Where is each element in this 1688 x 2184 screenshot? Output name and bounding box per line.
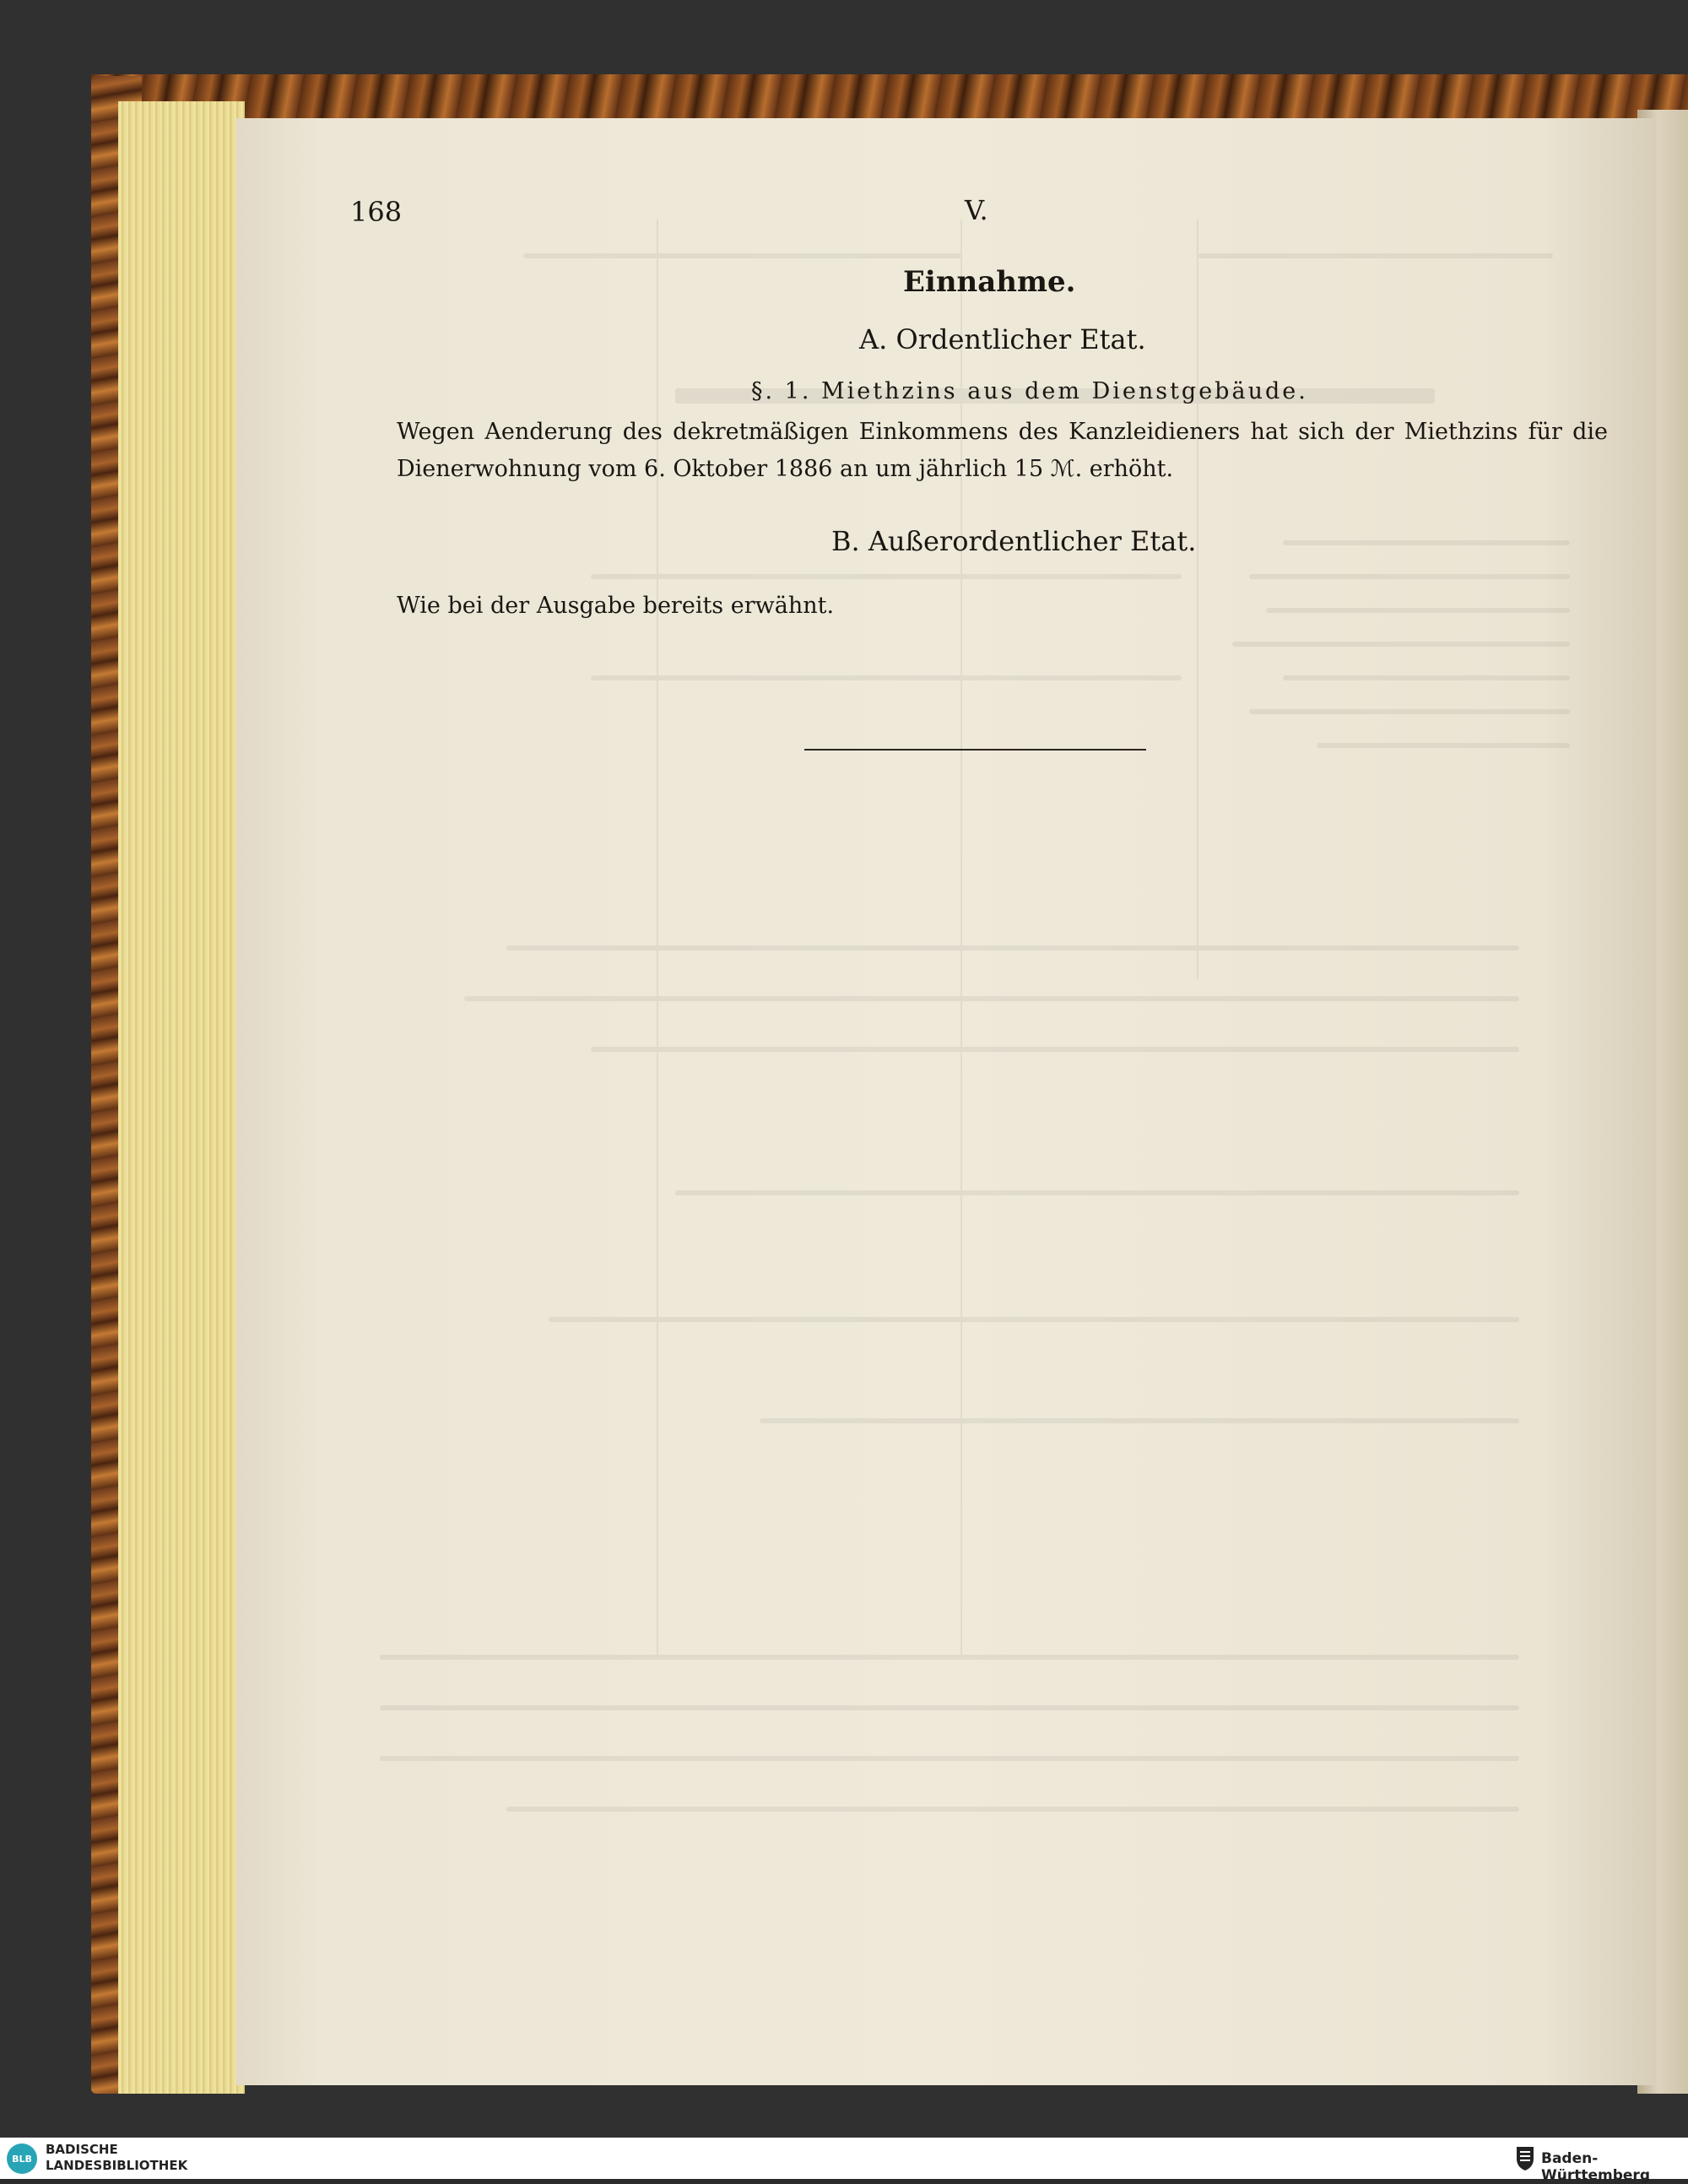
note-paragraph: Wie bei der Ausgabe bereits erwähnt. [397,593,835,619]
chapter-numeral: V. [965,194,988,226]
library-logo-icon[interactable]: BLB [7,2143,37,2174]
book-cover-top [91,74,1688,118]
library-name-line1: BADISCHE [46,2142,118,2157]
body-paragraph: Wegen Aenderung des dekretmäßigen Einkommens des Kanzleidieners hat sich der Miethzins für die Dienerwohnung vom 6. Oktober 1886 an um jährlich 15 ℳ. erhöht. [397,419,1608,482]
state-name[interactable]: Baden-Württemberg [1541,2150,1650,2184]
section-heading: Einnahme. [903,265,1076,299]
footer-bar [0,2138,1688,2179]
sub-heading-ordinary-budget: A. Ordentlicher Etat. [859,323,1146,355]
coat-of-arms-icon [1514,2143,1536,2172]
library-name-line2: LANDESBIBLIOTHEK [46,2158,188,2173]
separator-line [804,749,1146,751]
paragraph-heading: §. 1. Miethzins aus dem Dienstgebäude. [751,378,1308,404]
page-number: 168 [350,196,403,228]
sub-heading-extraordinary-budget: B. Außerordentlicher Etat. [831,525,1197,557]
page-edges [118,101,245,2094]
library-name[interactable] [46,2142,187,2174]
